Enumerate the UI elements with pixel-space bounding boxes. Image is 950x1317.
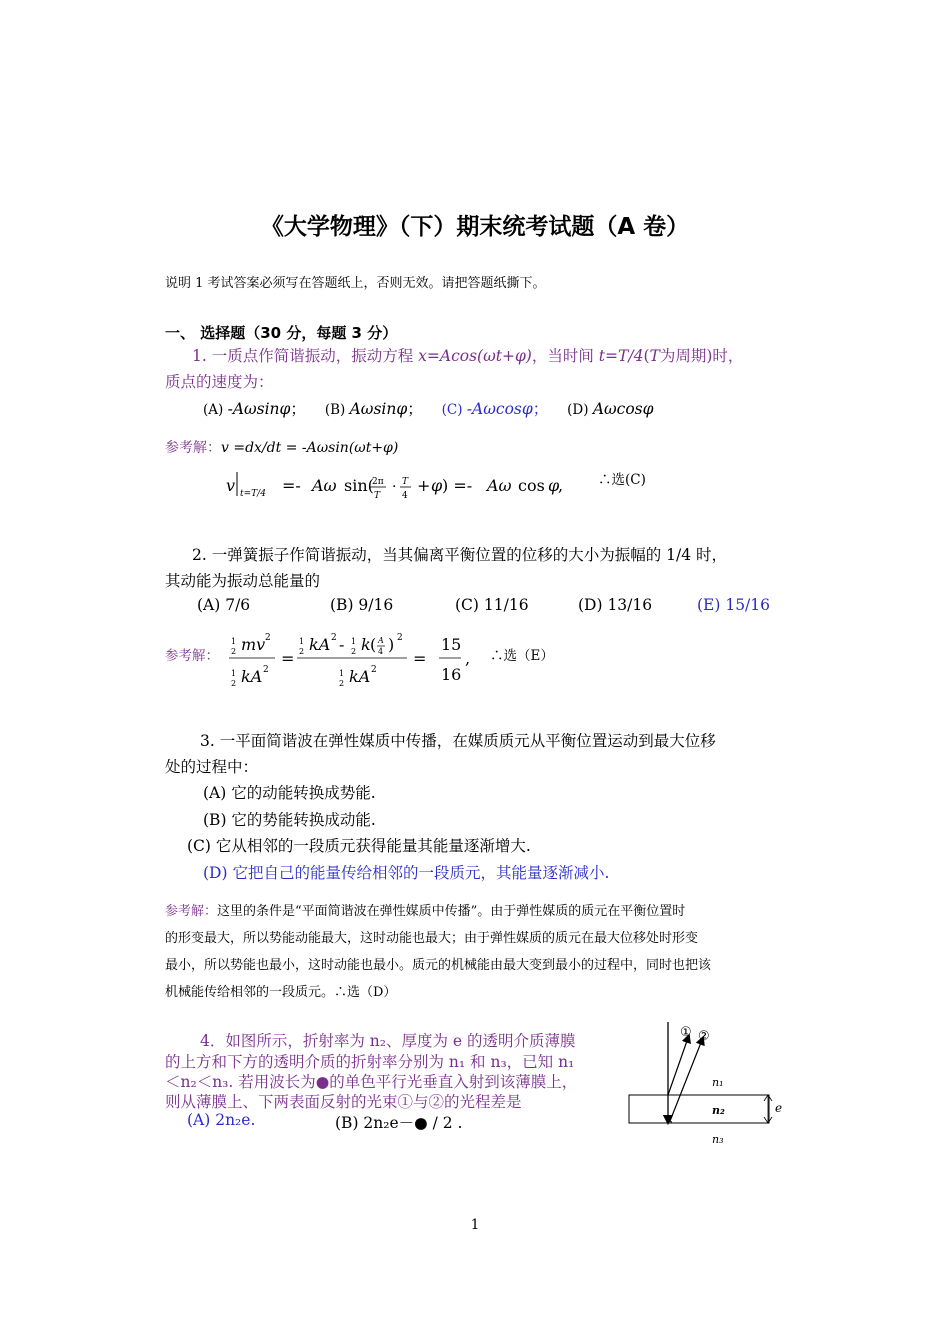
svg-text:,: , [465, 649, 471, 668]
q2-option-e: (E) 15/16 [697, 596, 771, 614]
thickness-label: e [775, 1101, 783, 1115]
svg-text:=: = [413, 649, 427, 668]
q1-stem-line2: 质点的速度为： [165, 373, 274, 391]
page-title: 《大学物理》（下）期末统考试题（A 卷） [260, 214, 690, 240]
film-layer [629, 1095, 769, 1123]
q1-option-d: (D) Aωcosφ [567, 400, 654, 418]
q1-conclusion: ∴选(C) [598, 472, 646, 488]
svg-text:15: 15 [441, 635, 462, 654]
svg-text:4: 4 [402, 491, 408, 501]
q1-options [203, 397, 653, 419]
svg-text:(: ( [370, 635, 377, 654]
beam-2-label: ② [698, 1029, 710, 1044]
svg-text:A: A [378, 636, 384, 645]
svg-text:cos: cos [518, 476, 545, 495]
svg-text:1: 1 [339, 669, 345, 678]
svg-text:2: 2 [231, 647, 237, 656]
svg-text:t=T/4: t=T/4 [240, 489, 266, 499]
svg-text:1: 1 [351, 637, 357, 646]
q1-stem-line1: 1. 一质点作简谐振动，振动方程 x=Acos(ωt+φ)，当时间 t=T/4(T为周期)时， [192, 347, 744, 365]
svg-text:Aω: Aω [312, 476, 337, 495]
thin-film-diagram [620, 1018, 790, 1153]
svg-text:=-: =- [282, 476, 301, 495]
svg-text:): ) [388, 635, 395, 654]
svg-text:+: + [417, 476, 431, 495]
svg-text:φ: φ [431, 476, 443, 495]
q2-option-b: (B) 9/16 [330, 596, 394, 614]
svg-text:=: = [281, 649, 295, 668]
q4-stem-line3: ＜n₂＜n₃. 若用波长为●的单色平行光垂直入射到该薄膜上， [165, 1073, 578, 1091]
page-number: 1 [470, 1217, 480, 1233]
svg-text:-: - [339, 635, 345, 654]
q2-energy-equation [225, 622, 485, 692]
svg-text:2: 2 [397, 633, 403, 643]
n3-label: n₃ [712, 1133, 724, 1146]
svg-text:,: , [558, 476, 564, 495]
svg-text:) =-: ) =- [442, 476, 473, 495]
q1-option-b: (B) Aωsinφ； [324, 400, 423, 418]
reflected-beam-2 [670, 1040, 702, 1121]
q3-option-a: (A) 它的动能转换成势能. [203, 784, 376, 802]
svg-text:sin(: sin( [344, 476, 374, 495]
svg-text:16: 16 [441, 665, 462, 684]
svg-text:k: k [361, 635, 371, 654]
q1-option-c: (C) -Aωcosφ； [441, 400, 549, 418]
svg-text:2: 2 [231, 679, 237, 688]
svg-text:2: 2 [331, 633, 337, 643]
svg-text:Aω: Aω [487, 476, 512, 495]
svg-text:4: 4 [378, 647, 384, 656]
svg-text:1: 1 [299, 637, 305, 646]
svg-text:2: 2 [351, 647, 357, 656]
exam-note: 说明 1 考试答案必须写在答题纸上，否则无效。请把答题纸撕下。 [165, 276, 546, 291]
svg-text:2: 2 [371, 665, 377, 675]
svg-text:kA: kA [241, 667, 263, 686]
q4-stem-line4: 则从薄膜上、下两表面反射的光束①与②的光程差是 [165, 1093, 522, 1111]
q3-option-c: (C) 它从相邻的一段质元获得能量其能量逐渐增大. [187, 837, 531, 855]
q3-stem-line2: 处的过程中： [165, 758, 259, 776]
svg-text:T: T [374, 491, 381, 501]
svg-text:2π: 2π [372, 477, 384, 487]
q3-option-b: (B) 它的势能转换成动能. [203, 811, 376, 829]
q1-reference: 参考解：v =dx/dt = -Aωsin(ωt+φ) [165, 440, 399, 456]
q2-conclusion: ∴选（E） [490, 648, 554, 664]
q1-option-a: (A) -Aωsinφ； [203, 400, 306, 418]
q4-stem-line1: 4．如图所示，折射率为 n₂、厚度为 e 的透明介质薄膜 [200, 1032, 576, 1050]
svg-text:T: T [402, 477, 409, 487]
q2-option-d: (D) 13/16 [578, 596, 653, 614]
svg-text:1: 1 [231, 637, 237, 646]
svg-text:2: 2 [339, 679, 345, 688]
svg-text:kA: kA [349, 667, 371, 686]
reflected-beam-1 [668, 1038, 688, 1095]
svg-text:·: · [392, 479, 397, 495]
n1-label: n₁ [712, 1076, 724, 1089]
n2-label: n₂ [712, 1104, 725, 1117]
svg-text:kA: kA [309, 635, 331, 654]
q2-option-a: (A) 7/6 [197, 596, 251, 614]
q1-velocity-equation [222, 462, 582, 502]
svg-text:φ: φ [548, 476, 560, 495]
q2-stem-line1: 2. 一弹簧振子作简谐振动，当其偏离平衡位置的位移的大小为振幅的 1/4 时， [192, 546, 728, 564]
q2-stem-line2: 其动能为振动总能量的 [165, 572, 321, 590]
beam-1-label: ① [680, 1025, 692, 1040]
q2-option-c: (C) 11/16 [455, 596, 529, 614]
q3-option-d: (D) 它把自己的能量传给相邻的一段质元，其能量逐渐减小. [203, 864, 610, 882]
q4-stem-line2: 的上方和下方的透明介质的折射率分别为 n₁ 和 n₃，已知 n₁ [165, 1053, 575, 1071]
svg-text:1: 1 [231, 669, 237, 678]
svg-text:2: 2 [265, 633, 271, 643]
q3-stem-line1: 3. 一平面简谐波在弹性媒质中传播，在媒质质元从平衡位置运动到最大位移 [200, 732, 716, 750]
q4-option-b: (B) 2n₂e－● / 2 . [335, 1114, 463, 1132]
svg-text:2: 2 [299, 647, 305, 656]
q3-reference: 参考解：这里的条件是“平面简谐波在弹性媒质中传播”。由于弹性媒质的质元在平衡位置时 的形变最大，所以势能动能最大，这时动能也最大；由于弹性媒质的质元在最大位移处时形变 最小，所以势能也最小，这时动能也最小。质元的机械能由最大变到最小的过程中，同时也把该 机械能传给相邻的一段质元。∴选（D） [165, 904, 712, 1000]
q4-option-a: (A) 2n₂e. [187, 1111, 256, 1129]
svg-text:v: v [226, 476, 236, 495]
q2-reference-label: 参考解： [165, 648, 219, 664]
svg-text:mv: mv [241, 635, 266, 654]
svg-text:2: 2 [263, 665, 269, 675]
section-heading: 一、 选择题（30 分，每题 3 分） [165, 324, 398, 342]
